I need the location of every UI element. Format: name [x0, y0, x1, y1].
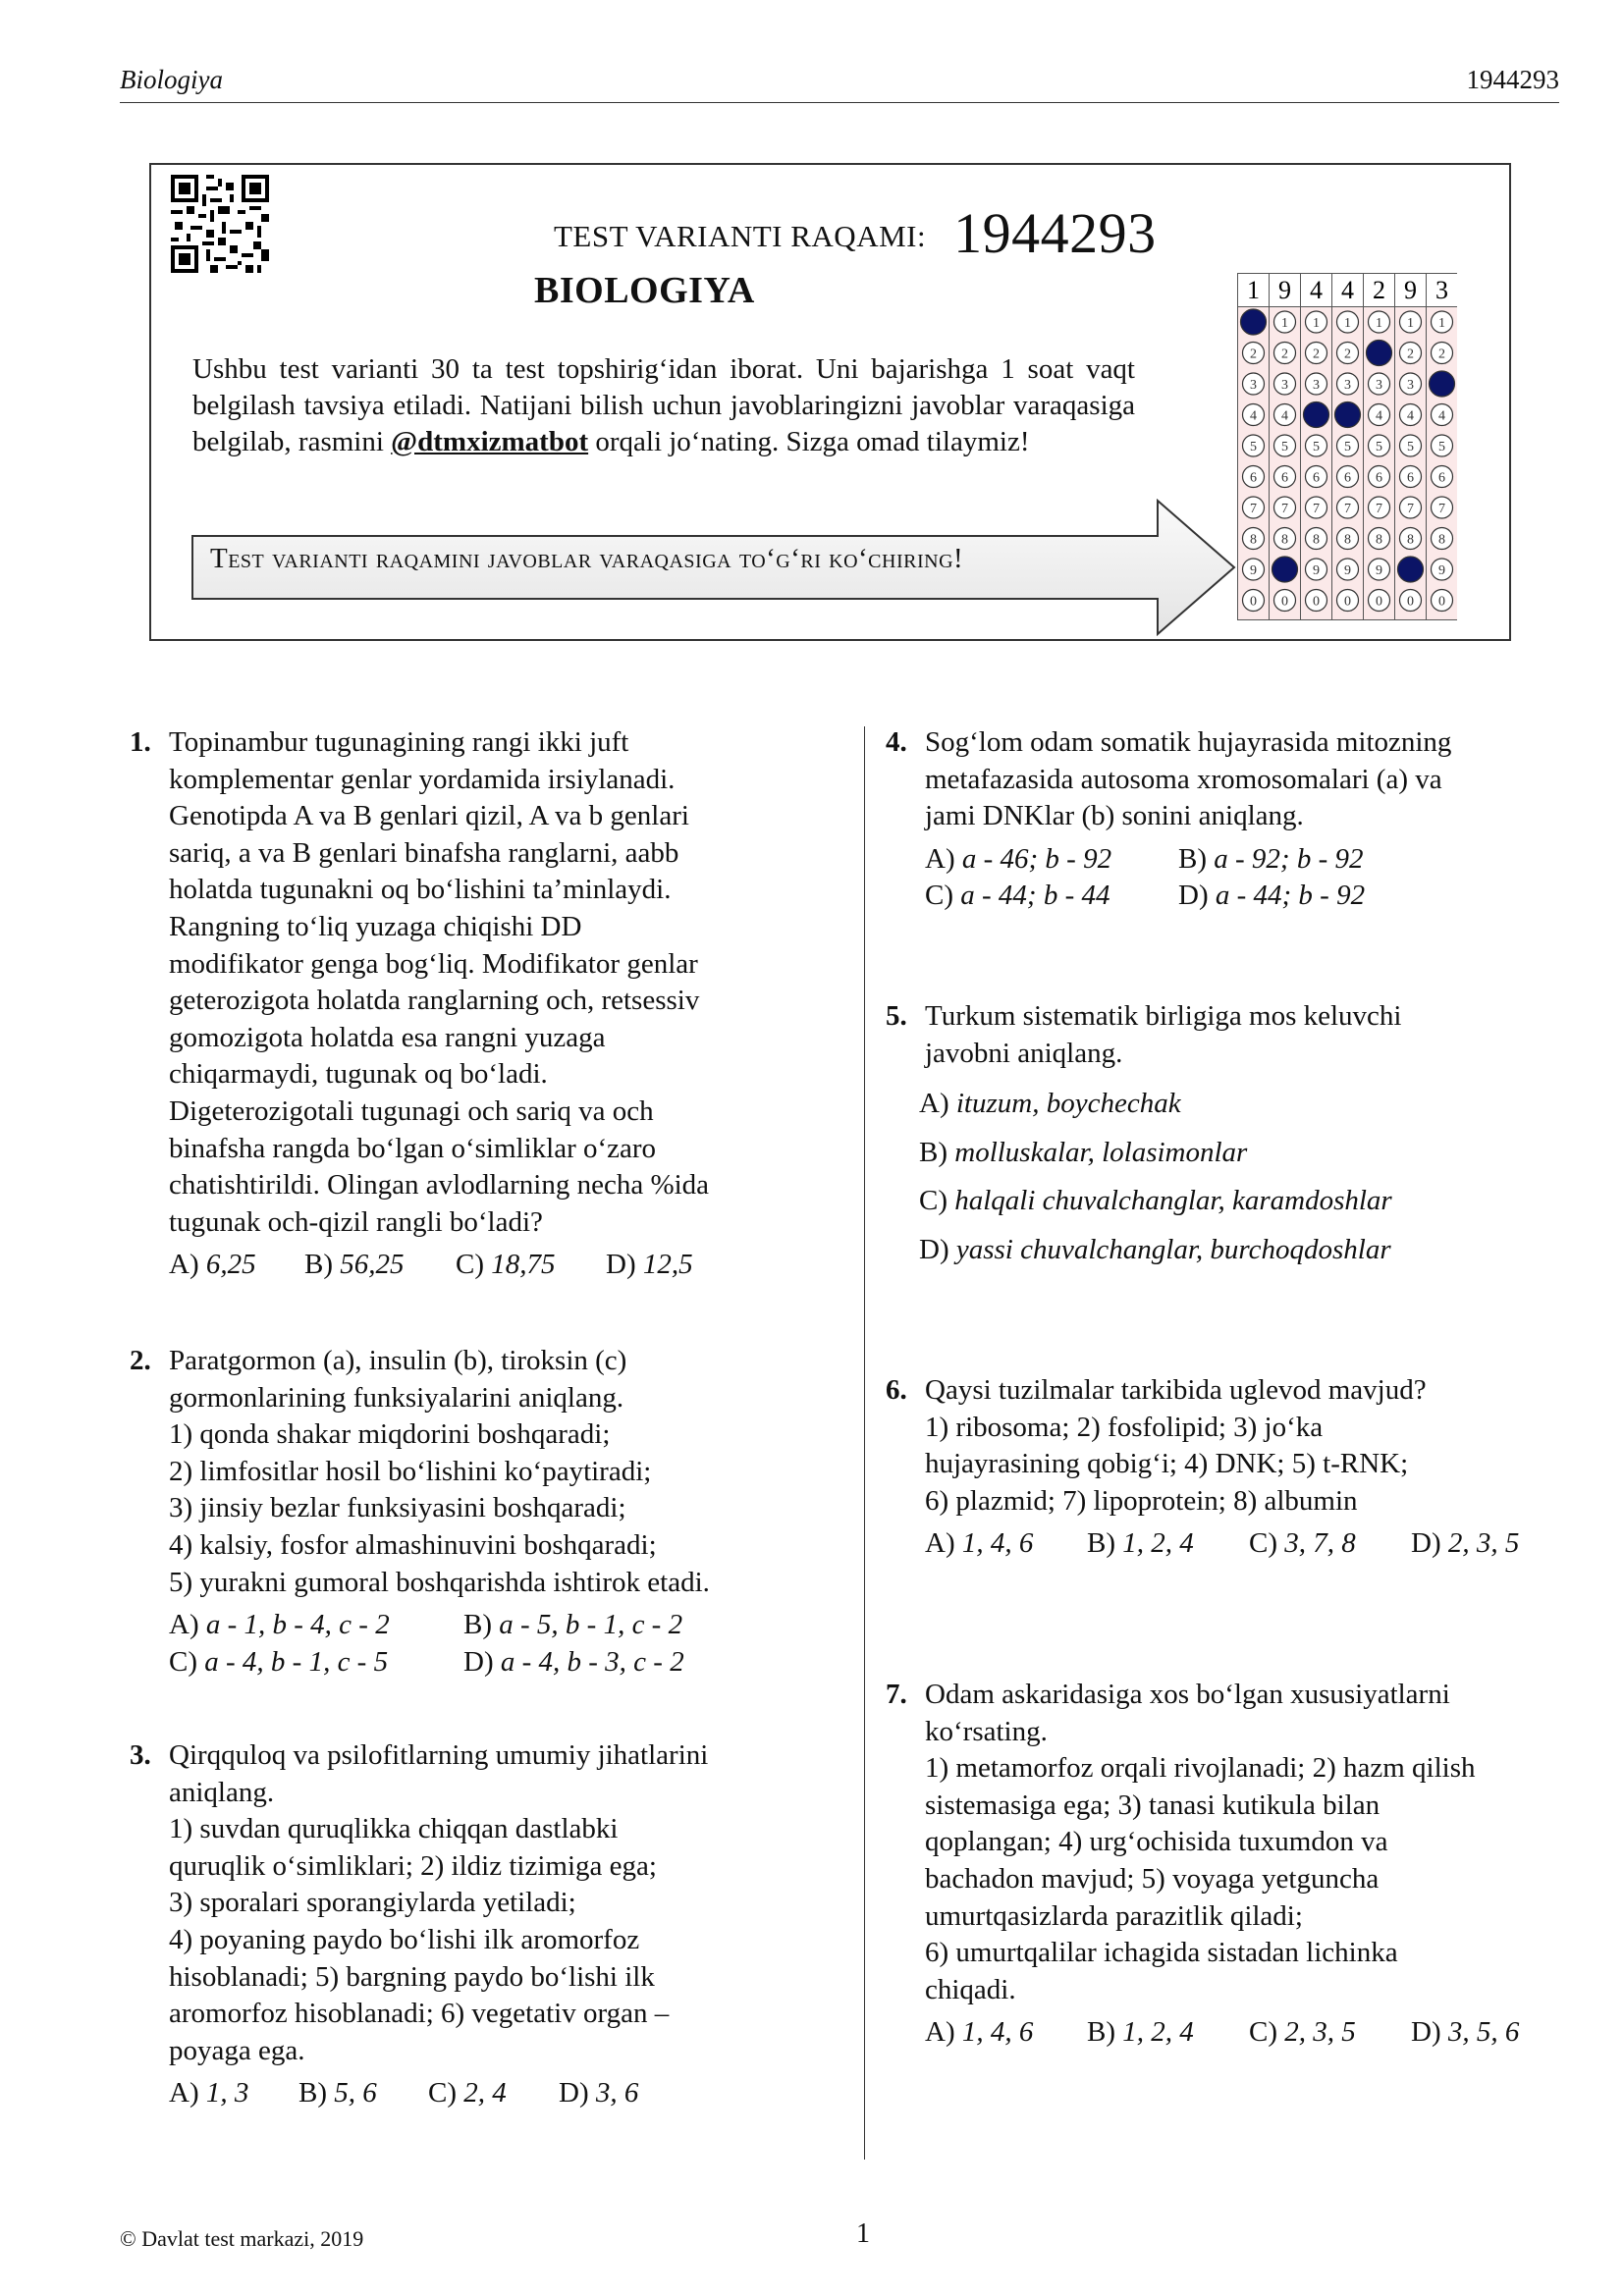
question-text-line: 6) plazmid; 7) lipoprotein; 8) albumin: [925, 1484, 1358, 1517]
question-text-line: 4) poyaning paydo bo‘lishi ilk aromorfoz: [169, 1923, 640, 1955]
svg-text:3: 3: [1407, 378, 1414, 393]
answer-option[interactable]: B) 1, 2, 4: [1087, 2016, 1194, 2049]
filled-bubble: [1430, 371, 1455, 397]
question-text-line: 3) sporalari sporangiylarda yetiladi;: [169, 1887, 576, 1919]
svg-text:6: 6: [1250, 470, 1257, 486]
answer-option[interactable]: B) a - 92; b - 92: [1178, 842, 1364, 875]
answer-option[interactable]: C) a - 44; b - 44: [925, 880, 1110, 912]
svg-text:2: 2: [1407, 347, 1414, 362]
answer-option[interactable]: B) a - 5, b - 1, c - 2: [463, 1609, 683, 1641]
question-text-line: Odam askaridasiga xos bo‘lgan xususiyatlarni: [925, 1679, 1450, 1710]
question-text-line: Sog‘lom odam somatik hujayrasida mitozning: [925, 726, 1452, 758]
page-number: 1: [856, 2218, 870, 2249]
subject-title: BIOLOGIYA: [534, 270, 755, 311]
answer-option[interactable]: B) molluskalar, lolasimonlar: [919, 1136, 1248, 1168]
question-text-line: poyaga ega.: [169, 2034, 305, 2066]
grid-digit: 9: [1278, 276, 1291, 304]
svg-text:0: 0: [1281, 594, 1288, 610]
svg-text:5: 5: [1313, 440, 1320, 454]
variant-number-label: TEST VARIANTI RAQAMI: 1944293: [554, 201, 1157, 265]
svg-text:1: 1: [1344, 316, 1351, 331]
answer-option[interactable]: C) halqali chuvalchanglar, karamdoshlar: [919, 1185, 1392, 1217]
svg-text:8: 8: [1281, 532, 1288, 548]
question-text-line: gomozigota holatda esa rangni yuzaga: [169, 1021, 606, 1053]
question-text-line: 1) suvdan quruqlikka chiqqan dastlabki: [169, 1813, 619, 1845]
filled-bubble: [1304, 402, 1329, 428]
answer-option[interactable]: D) 3, 5, 6: [1411, 2016, 1520, 2049]
svg-text:0: 0: [1376, 594, 1382, 610]
answer-option[interactable]: D) 3, 6: [559, 2077, 639, 2109]
variant-info-box: [149, 163, 1511, 641]
svg-text:8: 8: [1376, 532, 1382, 548]
answer-option[interactable]: A) a - 46; b - 92: [925, 842, 1112, 875]
svg-text:3: 3: [1313, 378, 1320, 393]
question-text-line: 4) kalsiy, fosfor almashinuvini boshqaradi;: [169, 1528, 657, 1561]
question-7: [886, 1677, 1553, 2052]
svg-text:4: 4: [1407, 408, 1414, 424]
question-text-line: aromorfoz hisoblanadi; 6) vegetativ organ –: [169, 1998, 670, 2030]
question-text-line: geterozigota holatda ranglarning och, retsessiv: [169, 985, 700, 1017]
question-1: [130, 724, 817, 1284]
question-text-line: Topinambur tugunagining rangi ikki juft: [169, 726, 629, 758]
variant-bubble-grid: [1237, 273, 1457, 626]
header-variant: 1944293: [1466, 65, 1559, 94]
svg-text:7: 7: [1344, 502, 1351, 516]
question-text-line: aniqlang.: [169, 1776, 275, 1808]
svg-text:4: 4: [1250, 408, 1257, 424]
svg-text:0: 0: [1407, 594, 1414, 610]
answer-option[interactable]: D) a - 44; b - 92: [1178, 880, 1366, 912]
question-text-line: Digeterozigotali tugunagi och sariq va och: [169, 1095, 654, 1127]
svg-text:6: 6: [1407, 470, 1414, 486]
svg-text:2: 2: [1281, 347, 1288, 362]
svg-text:5: 5: [1438, 440, 1445, 454]
answer-option[interactable]: B) 5, 6: [298, 2077, 377, 2109]
question-text-line: sariq, a va B genlari binafsha ranglarni, aabb: [169, 836, 679, 869]
svg-text:7: 7: [1438, 502, 1445, 516]
answer-option[interactable]: A) 1, 3: [169, 2077, 249, 2109]
svg-text:0: 0: [1438, 594, 1445, 610]
question-text-line: Turkum sistematik birligiga mos keluvchi: [925, 1000, 1402, 1032]
filled-bubble: [1367, 341, 1392, 366]
answer-option[interactable]: A) 1, 4, 6: [925, 2016, 1034, 2049]
svg-text:5: 5: [1281, 440, 1288, 454]
svg-text:9: 9: [1376, 563, 1382, 578]
arrow-instruction: Test varianti raqamini javoblar varaqasiga to‘g‘ri ko‘chiring!: [210, 543, 964, 574]
svg-text:2: 2: [1438, 347, 1445, 362]
footer-copyright: © Davlat test markazi, 2019: [120, 2226, 364, 2251]
svg-text:4: 4: [1438, 408, 1445, 424]
svg-text:1: 1: [1281, 316, 1288, 331]
question-text-line: holatda tugunakni oq bo‘lishini ta’minlaydi.: [169, 874, 672, 906]
answer-option[interactable]: D) 12,5: [606, 1249, 693, 1281]
svg-text:3: 3: [1376, 378, 1382, 393]
svg-text:6: 6: [1313, 470, 1320, 486]
question-number: 4.: [886, 726, 907, 758]
intro-text: Ushbu test varianti 30 ta test topshirig‘idan iborat. Uni bajarishga 1 soat vaqt belgilash tavsiya etiladi. Natijani bilish uchun javoblaringizni javoblar varaqasiga belgilab, rasmini @dtmxizmatbot orqali jo‘nating. Sizga omad tilaymiz!: [192, 353, 1135, 457]
svg-text:7: 7: [1313, 502, 1320, 516]
svg-text:3: 3: [1344, 378, 1351, 393]
svg-text:2: 2: [1313, 347, 1320, 362]
svg-text:5: 5: [1376, 440, 1382, 454]
answer-option[interactable]: C) a - 4, b - 1, c - 5: [169, 1645, 389, 1678]
svg-text:4: 4: [1281, 408, 1288, 424]
question-text-line: javobni aniqlang.: [925, 1037, 1123, 1069]
question-text-line: Qirqquloq va psilofitlarning umumiy jihatlarini: [169, 1739, 709, 1771]
svg-text:7: 7: [1407, 502, 1414, 516]
qr-code-icon: [171, 175, 269, 273]
question-text-line: 1) metamorfoz orqali rivojlanadi; 2) hazm qilish: [925, 1752, 1476, 1785]
answer-option[interactable]: A) ituzum, boychechak: [919, 1088, 1181, 1120]
svg-text:7: 7: [1250, 502, 1257, 516]
question-text-line: 2) limfositlar hosil bo‘lishini ko‘paytiradi;: [169, 1455, 652, 1487]
svg-text:3: 3: [1250, 378, 1257, 393]
answer-option[interactable]: C) 2, 4: [428, 2077, 507, 2109]
question-text-line: komplementar genlar yordamida irsiylanadi.: [169, 763, 676, 795]
svg-text:0: 0: [1344, 594, 1351, 610]
question-text-line: Genotipda A va B genlari qizil, A va b genlari: [169, 800, 689, 832]
answer-option[interactable]: C) 18,75: [456, 1249, 556, 1281]
column-divider: [864, 726, 865, 2160]
svg-text:0: 0: [1313, 594, 1320, 610]
question-text-line: gormonlarining funksiyalarini aniqlang.: [169, 1381, 624, 1414]
answer-option[interactable]: D) a - 4, b - 3, c - 2: [463, 1645, 684, 1678]
svg-text:8: 8: [1438, 532, 1445, 548]
svg-text:1: 1: [1407, 316, 1414, 331]
question-6: [886, 1372, 1553, 1563]
svg-text:6: 6: [1344, 470, 1351, 486]
question-text-line: modifikator genga bog‘liq. Modifikator genlar: [169, 947, 698, 980]
grid-digit: 4: [1341, 276, 1354, 304]
svg-text:9: 9: [1344, 563, 1351, 578]
filled-bubble: [1335, 402, 1361, 428]
answer-option[interactable]: C) 2, 3, 5: [1249, 2016, 1356, 2049]
question-text-line: Qaysi tuzilmalar tarkibida uglevod mavjud?: [925, 1374, 1427, 1406]
svg-text:1: 1: [1376, 316, 1382, 331]
grid-digit: 4: [1310, 276, 1323, 304]
question-text-line: 6) umurtqalilar ichagida sistadan lichinka: [925, 1937, 1398, 1969]
question-text-line: Paratgormon (a), insulin (b), tiroksin (c): [169, 1345, 627, 1376]
svg-text:7: 7: [1376, 502, 1382, 516]
question-text-line: jami DNKlar (b) sonini aniqlang.: [925, 800, 1304, 832]
svg-text:5: 5: [1250, 440, 1257, 454]
question-text-line: 1) qonda shakar miqdorini boshqaradi;: [169, 1418, 611, 1451]
question-text-line: 1) ribosoma; 2) fosfolipid; 3) jo‘ka: [925, 1411, 1324, 1443]
svg-text:6: 6: [1281, 470, 1288, 486]
question-number: 1.: [130, 726, 151, 758]
question-5: [886, 998, 1553, 1281]
question-text-line: bachadon mavjud; 5) voyaga yetguncha: [925, 1862, 1380, 1895]
question-number: 7.: [886, 1679, 907, 1710]
svg-text:6: 6: [1438, 470, 1445, 486]
question-text-line: metafazasida autosoma xromosomalari (a) va: [925, 763, 1442, 795]
svg-text:4: 4: [1376, 408, 1382, 424]
svg-text:8: 8: [1407, 532, 1414, 548]
svg-text:3: 3: [1281, 378, 1288, 393]
question-text-line: quruqlik o‘simliklari; 2) ildiz tizimiga ega;: [169, 1849, 657, 1882]
grid-digit: 9: [1404, 276, 1417, 304]
question-text-line: binafsha rangda bo‘lgan o‘simliklar o‘zaro: [169, 1132, 657, 1164]
question-text-line: chatishtirildi. Olingan avlodlarning necha %ida: [169, 1169, 710, 1201]
question-text-line: tugunak och-qizil rangli bo‘ladi?: [169, 1205, 543, 1238]
question-text-line: qoplangan; 4) urg‘ochisida tuxumdon va: [925, 1826, 1388, 1858]
grid-digit: 1: [1247, 276, 1260, 304]
question-text-line: chiqadi.: [925, 1973, 1016, 2005]
svg-text:6: 6: [1376, 470, 1382, 486]
svg-text:7: 7: [1281, 502, 1288, 516]
svg-text:1: 1: [1438, 316, 1445, 331]
question-2: [130, 1343, 817, 1681]
question-text-line: sistemasiga ega; 3) tanasi kutikula bilan: [925, 1789, 1380, 1821]
question-text-line: Rangning to‘liq yuzaga chiqishi DD: [169, 910, 582, 942]
telegram-bot-link[interactable]: @dtmxizmatbot: [391, 426, 589, 457]
grid-digit: 3: [1435, 276, 1448, 304]
answer-option[interactable]: B) 1, 2, 4: [1087, 1527, 1194, 1560]
svg-text:9: 9: [1438, 563, 1445, 578]
grid-digit: 2: [1373, 276, 1385, 304]
header-rule: [120, 102, 1559, 103]
question-text-line: hisoblanadi; 5) bargning paydo bo‘lishi ilk: [169, 1960, 655, 1993]
svg-text:1: 1: [1313, 316, 1320, 331]
question-text-line: chiqarmaydi, tugunak oq bo‘ladi.: [169, 1058, 548, 1091]
question-number: 2.: [130, 1345, 151, 1376]
svg-text:8: 8: [1313, 532, 1320, 548]
question-number: 3.: [130, 1739, 151, 1771]
answer-option[interactable]: A) 6,25: [169, 1249, 256, 1281]
question-number: 6.: [886, 1374, 907, 1406]
question-text-line: hujayrasining qobig‘i; 4) DNK; 5) t-RNK;: [925, 1448, 1409, 1480]
header-subject: Biologiya: [120, 65, 223, 94]
svg-text:9: 9: [1250, 563, 1257, 578]
variant-number: 1944293: [953, 201, 1157, 265]
svg-text:2: 2: [1250, 347, 1257, 362]
question-4: [886, 724, 1553, 915]
question-text-line: 3) jinsiy bezlar funksiyasini boshqaradi;: [169, 1492, 626, 1524]
svg-text:5: 5: [1407, 440, 1414, 454]
filled-bubble: [1272, 557, 1298, 582]
question-text-line: 5) yurakni gumoral boshqarishda ishtirok etadi.: [169, 1566, 710, 1598]
svg-text:2: 2: [1344, 347, 1351, 362]
filled-bubble: [1398, 557, 1424, 582]
answer-option[interactable]: D) 2, 3, 5: [1411, 1527, 1520, 1560]
filled-bubble: [1241, 309, 1267, 335]
answer-option[interactable]: C) 3, 7, 8: [1249, 1527, 1356, 1560]
svg-text:9: 9: [1313, 563, 1320, 578]
question-3: [130, 1737, 817, 2112]
svg-text:8: 8: [1344, 532, 1351, 548]
answer-option[interactable]: A) 1, 4, 6: [925, 1527, 1034, 1560]
question-number: 5.: [886, 1000, 907, 1032]
answer-option[interactable]: A) a - 1, b - 4, c - 2: [169, 1609, 390, 1641]
answer-option[interactable]: D) yassi chuvalchanglar, burchoqdoshlar: [919, 1233, 1391, 1265]
question-text-line: umurtqasizlarda parazitlik qiladi;: [925, 1899, 1303, 1932]
svg-text:5: 5: [1344, 440, 1351, 454]
answer-option[interactable]: B) 56,25: [304, 1249, 405, 1281]
svg-text:8: 8: [1250, 532, 1257, 548]
question-text-line: ko‘rsating.: [925, 1715, 1048, 1747]
svg-text:0: 0: [1250, 594, 1257, 610]
